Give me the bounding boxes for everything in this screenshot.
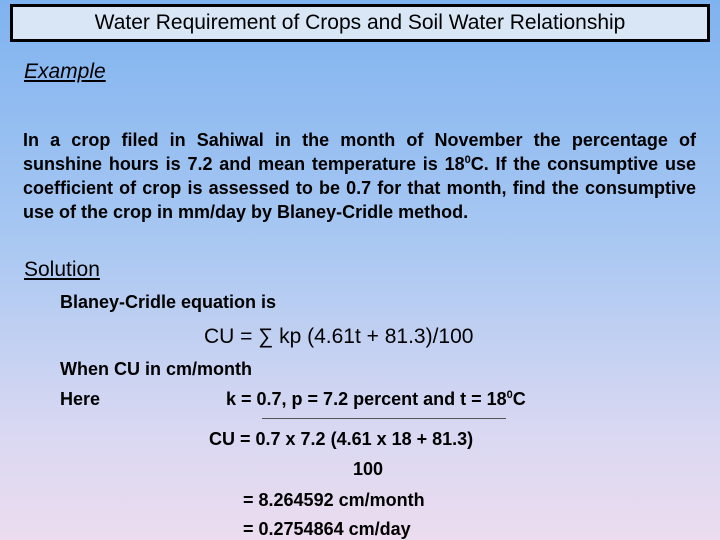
calc-numerator: CU = 0.7 x 7.2 (4.61 x 18 + 81.3) bbox=[209, 429, 474, 449]
given-values bbox=[226, 389, 526, 410]
given-values-text: k = 0.7, p = 7.2 percent and t = 18 bbox=[226, 389, 507, 409]
problem-text-part2: C. If the consumptive use coefficient of crop is assessed to be 0.7 for that month, find the consumptive use of the crop in mm/day by Blaney-Cridle method. bbox=[23, 154, 696, 222]
equation-intro: Blaney-Cridle equation is bbox=[60, 292, 277, 312]
solution-heading: Solution bbox=[24, 258, 100, 281]
given-underline bbox=[262, 418, 506, 419]
problem-text-part1: In a crop filed in Sahiwal in the month of November the percentage of sunshine hours is 7.2 and mean temperature is 18 bbox=[23, 130, 696, 174]
problem-statement bbox=[23, 128, 696, 224]
calc-denominator: 100 bbox=[353, 459, 384, 479]
slide-title: Water Requirement of Crops and Soil Water Relationship bbox=[94, 11, 626, 34]
result-cm-month: = 8.264592 cm/month bbox=[243, 490, 425, 510]
degree-superscript: 0 bbox=[464, 154, 471, 166]
given-values-unit: C bbox=[512, 389, 526, 409]
here-label: Here bbox=[60, 389, 101, 409]
blaney-cridle-equation: CU = ∑ kp (4.61t + 81.3)/100 bbox=[204, 325, 474, 348]
example-heading: Example bbox=[24, 60, 106, 83]
given-degree-superscript: 0 bbox=[506, 389, 513, 401]
result-cm-day: = 0.2754864 cm/day bbox=[243, 519, 411, 539]
units-note: When CU in cm/month bbox=[60, 359, 252, 379]
slide-title-box bbox=[10, 4, 710, 42]
